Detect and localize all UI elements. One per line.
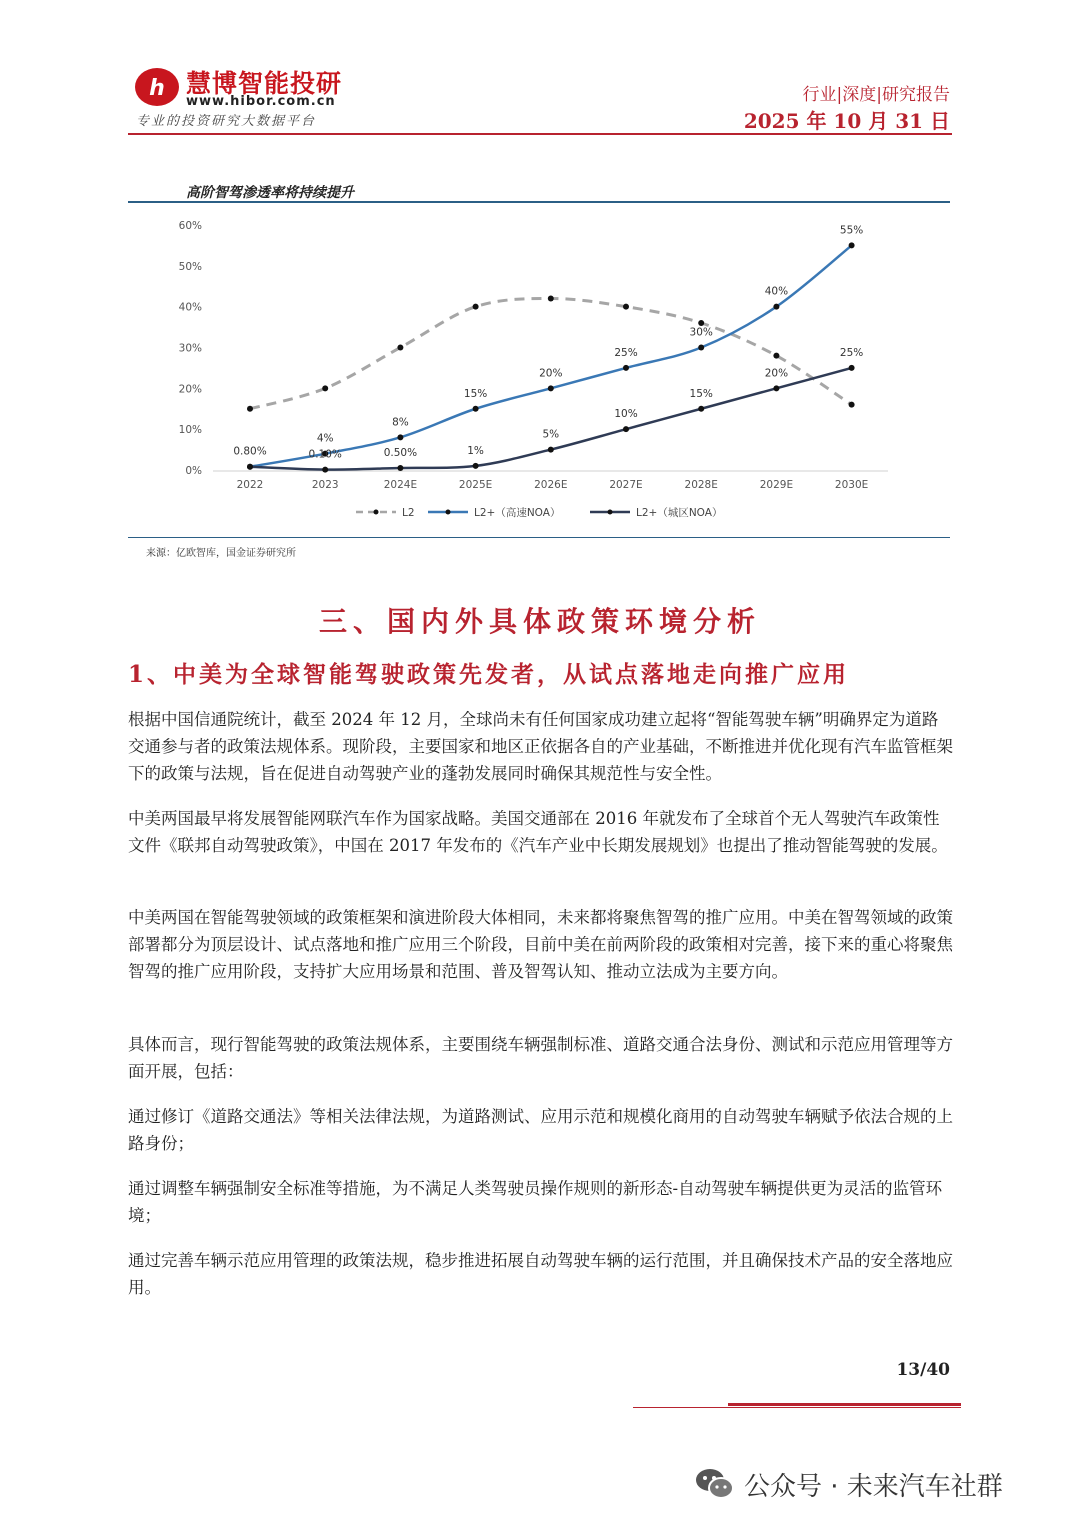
footer-divider <box>633 1407 961 1408</box>
legend-label: L2+（城区NOA） <box>636 507 723 519</box>
data-point <box>397 465 403 471</box>
y-tick-label: 60% <box>178 220 202 232</box>
x-tick-label: 2023 <box>311 479 339 491</box>
paragraph-3: 中美两国在智能驾驶领域的政策框架和演进阶段大体相同，未来都将聚焦智驾的推广应用。中美在智驾领域的政策部署都分为顶层设计、试点落地和推广应用三个阶段，目前中美在前两阶段的政策相对完善，接下来的重心将聚焦智驾的推广应用阶段，支持扩大应用场景和范围、普及智驾认知、推动立法成为主要方向。 <box>128 908 953 981</box>
data-point <box>773 385 779 391</box>
data-label: 5% <box>542 428 560 441</box>
footer-accent-bar <box>728 1403 961 1406</box>
data-point <box>548 385 554 391</box>
y-tick-label: 40% <box>178 301 202 314</box>
legend-marker <box>446 510 451 515</box>
y-tick-label: 50% <box>178 260 202 273</box>
header-divider <box>128 133 952 135</box>
report-type: 行业|深度|研究报告 <box>802 85 950 105</box>
x-tick-label: 2026E <box>534 479 568 491</box>
subsection-title: 1、中美为全球智能驾驶政策先发者，从试点落地走向推广应用 <box>128 661 850 688</box>
x-tick-label: 2028E <box>684 479 718 491</box>
data-label: 20% <box>764 367 789 380</box>
data-point <box>473 304 479 310</box>
logo-url: www.hibor.com.cn <box>186 94 336 109</box>
data-point <box>322 467 328 473</box>
wechat-icon <box>694 1466 736 1502</box>
data-point <box>548 447 554 453</box>
data-label: 15% <box>463 387 488 400</box>
x-tick-label: 2024E <box>383 479 418 491</box>
data-label: 10% <box>614 408 638 421</box>
x-tick-label: 2022 <box>236 479 264 491</box>
section-title: 三、国内外具体政策环境分析 <box>318 605 761 638</box>
data-label: 0.10% <box>308 448 342 461</box>
y-tick-label: 30% <box>178 342 202 355</box>
paragraph-7: 通过完善车辆示范应用管理的政策法规，稳步推进拓展自动驾驶车辆的运行范围，并且确保技术产品的安全落地应用。 <box>128 1251 953 1297</box>
chart-top-divider <box>128 201 950 203</box>
data-label: 40% <box>764 285 789 298</box>
data-label: 30% <box>689 326 713 339</box>
data-point <box>397 345 403 351</box>
data-label: 0.50% <box>383 446 418 459</box>
penetration-line-chart <box>128 205 950 535</box>
data-point <box>849 242 855 248</box>
data-label: 1% <box>467 444 484 457</box>
data-label: 25% <box>839 346 864 359</box>
legend-marker <box>608 510 613 515</box>
data-point <box>247 464 253 470</box>
chart-title: 高阶智驾渗透率将持续提升 <box>186 185 354 201</box>
data-label: 25% <box>614 346 638 359</box>
data-point <box>773 304 779 310</box>
x-tick-label: 2027E <box>609 479 643 491</box>
y-tick-label: 0% <box>185 465 202 477</box>
watermark-text: 公众号 · 未来汽车社群 <box>744 1472 1003 1502</box>
page-number: 13/40 <box>896 1360 950 1380</box>
x-tick-label: 2029E <box>759 479 794 491</box>
data-label: 0.80% <box>233 445 267 458</box>
data-point <box>623 426 629 432</box>
data-point <box>623 304 629 310</box>
data-label: 15% <box>689 387 713 400</box>
chart-source: 来源：亿欧智库，国金证券研究所 <box>146 548 296 559</box>
legend-label: L2+（高速NOA） <box>474 507 561 519</box>
paragraph-6: 通过调整车辆强制安全标准等措施，为不满足人类驾驶员操作规则的新形态-自动驾驶车辆提供更为灵活的监管环境； <box>128 1179 943 1225</box>
y-tick-label: 20% <box>178 383 202 396</box>
data-point <box>773 353 779 359</box>
report-date: 2025 年 10 月 31 日 <box>743 109 950 133</box>
legend-label: L2 <box>402 507 415 519</box>
data-point <box>473 463 479 469</box>
data-point <box>698 345 704 351</box>
data-point <box>698 320 704 326</box>
hibor-logo-icon <box>134 67 180 107</box>
paragraph-1: 根据中国信通院统计，截至 2024 年 12 月，全球尚未有任何国家成功建立起将“智能驾驶车辆”明确界定为道路交通参与者的政策法规体系。现阶段，主要国家和地区正依据各自的产业基础，不断推进并优化现有汽车监管框架下的政策与法规，旨在促进自动驾驶产业的蓬勃发展同时确保其规范性与安全性。 <box>128 710 953 783</box>
x-tick-label: 2025E <box>458 479 493 491</box>
data-point <box>247 406 253 412</box>
data-point <box>473 406 479 412</box>
svg-text:h: h <box>149 76 165 101</box>
data-point <box>397 434 403 440</box>
y-tick-label: 10% <box>178 424 202 437</box>
data-point <box>548 296 554 302</box>
data-label: 55% <box>839 224 864 237</box>
paragraph-5: 通过修订《道路交通法》等相关法律法规，为道路测试、应用示范和规模化商用的自动驾驶车辆赋予依法合规的上路身份； <box>128 1107 953 1153</box>
legend-marker <box>374 510 379 515</box>
logo-slogan: 专业的投资研究大数据平台 <box>136 114 317 129</box>
data-point <box>849 365 855 371</box>
data-point <box>849 402 855 408</box>
data-point <box>623 365 629 371</box>
data-point <box>322 385 328 391</box>
data-label: 20% <box>539 367 563 380</box>
logo-name: 慧博智能投研 <box>186 69 343 98</box>
data-label: 8% <box>392 416 409 429</box>
paragraph-4: 具体而言，现行智能驾驶的政策法规体系，主要围绕车辆强制标准、道路交通合法身份、测试和示范应用管理等方面开展，包括： <box>128 1035 953 1081</box>
data-point <box>698 406 704 412</box>
data-label: 4% <box>316 432 334 445</box>
x-tick-label: 2030E <box>834 479 869 491</box>
chart-bottom-divider <box>128 537 950 538</box>
paragraph-2: 中美两国最早将发展智能网联汽车作为国家战略。美国交通部在 2016 年就发布了全球首个无人驾驶汽车政策性文件《联邦自动驾驶政策》，中国在 2017 年发布的《汽车产业中长期发展规划》也提出了推动智能驾驶的发展。 <box>128 809 948 855</box>
